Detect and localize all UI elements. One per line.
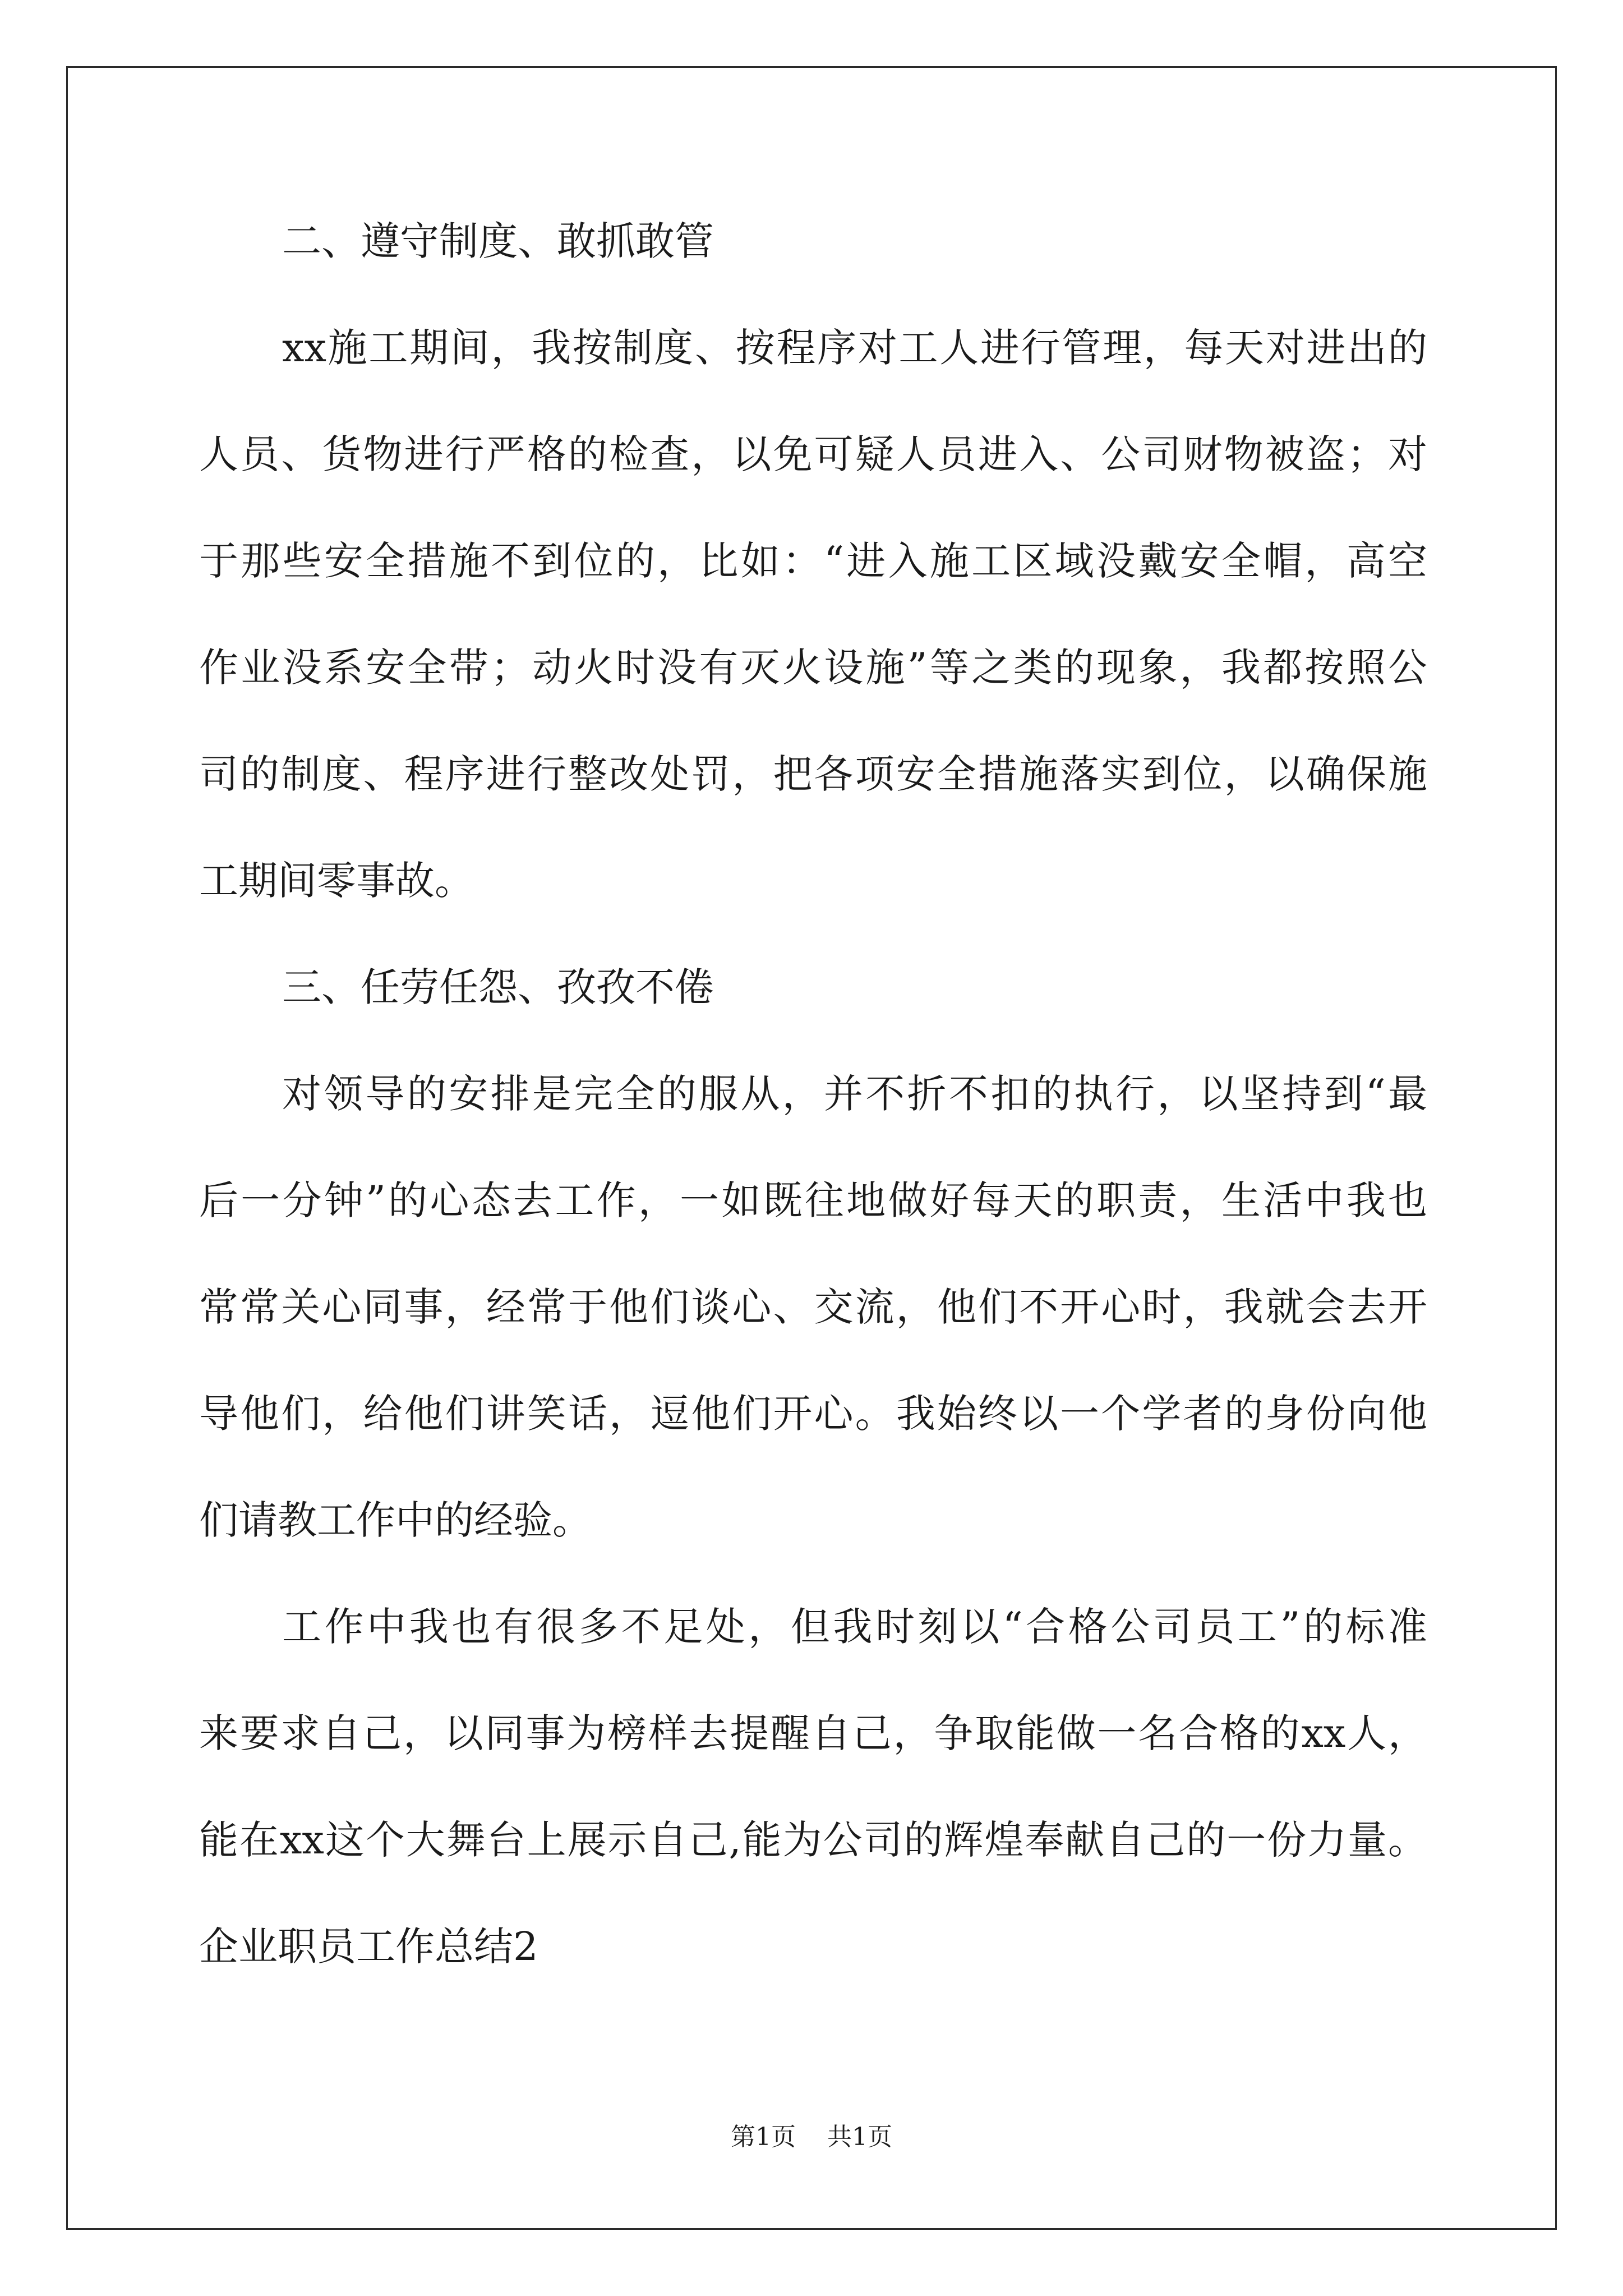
paragraph-line: 常常关心同事，经常于他们谈心、交流，他们不开心时，我就会去开 — [199, 1284, 1427, 1330]
paragraph-line: 作业没系安全带；动火时没有灭火设施”等之类的现象，我都按照公 — [199, 645, 1427, 691]
paragraph-line: 工期间零事故。 — [199, 858, 474, 904]
paragraph-line: 工作中我也有很多不足处，但我时刻以“合格公司员工”的标准 — [282, 1604, 1427, 1650]
paragraph-line: 对领导的安排是完全的服从，并不折不扣的执行，以坚持到“最 — [282, 1071, 1427, 1117]
paragraph-line: 来要求自己，以同事为榜样去提醒自己，争取能做一名合格的xx人， — [199, 1710, 1428, 1756]
total-pages: 共1页 — [827, 2123, 892, 2151]
paragraph-line: 司的制度、程序进行整改处罚，把各项安全措施落实到位，以确保施 — [199, 751, 1427, 797]
page-frame — [66, 66, 1557, 2230]
paragraph-line: 人员、货物进行严格的检查，以免可疑人员进入、公司财物被盗；对 — [199, 431, 1427, 477]
page-number: 第1页 — [731, 2123, 796, 2151]
paragraph-line: 能在xx这个大舞台上展示自己,能为公司的辉煌奉献自己的一份力量。 — [199, 1817, 1427, 1863]
paragraph-line: 后一分钟”的心态去工作，一如既往地做好每天的职责，生活中我也 — [199, 1177, 1427, 1223]
page-footer — [0, 2120, 1623, 2154]
section-heading-2: 二、遵守制度、敢抓敢管 — [282, 218, 714, 264]
document-subtitle: 企业职员工作总结2 — [199, 1924, 538, 1970]
paragraph-line: 们请教工作中的经验。 — [199, 1497, 592, 1543]
paragraph-line: 导他们，给他们讲笑话，逗他们开心。我始终以一个学者的身份向他 — [199, 1391, 1427, 1437]
paragraph-line: xx施工期间，我按制度、按程序对工人进行管理，每天对进出的 — [282, 325, 1427, 371]
paragraph-line: 于那些安全措施不到位的，比如：“进入施工区域没戴安全帽，高空 — [199, 538, 1427, 584]
section-heading-3: 三、任劳任怨、孜孜不倦 — [282, 964, 714, 1010]
